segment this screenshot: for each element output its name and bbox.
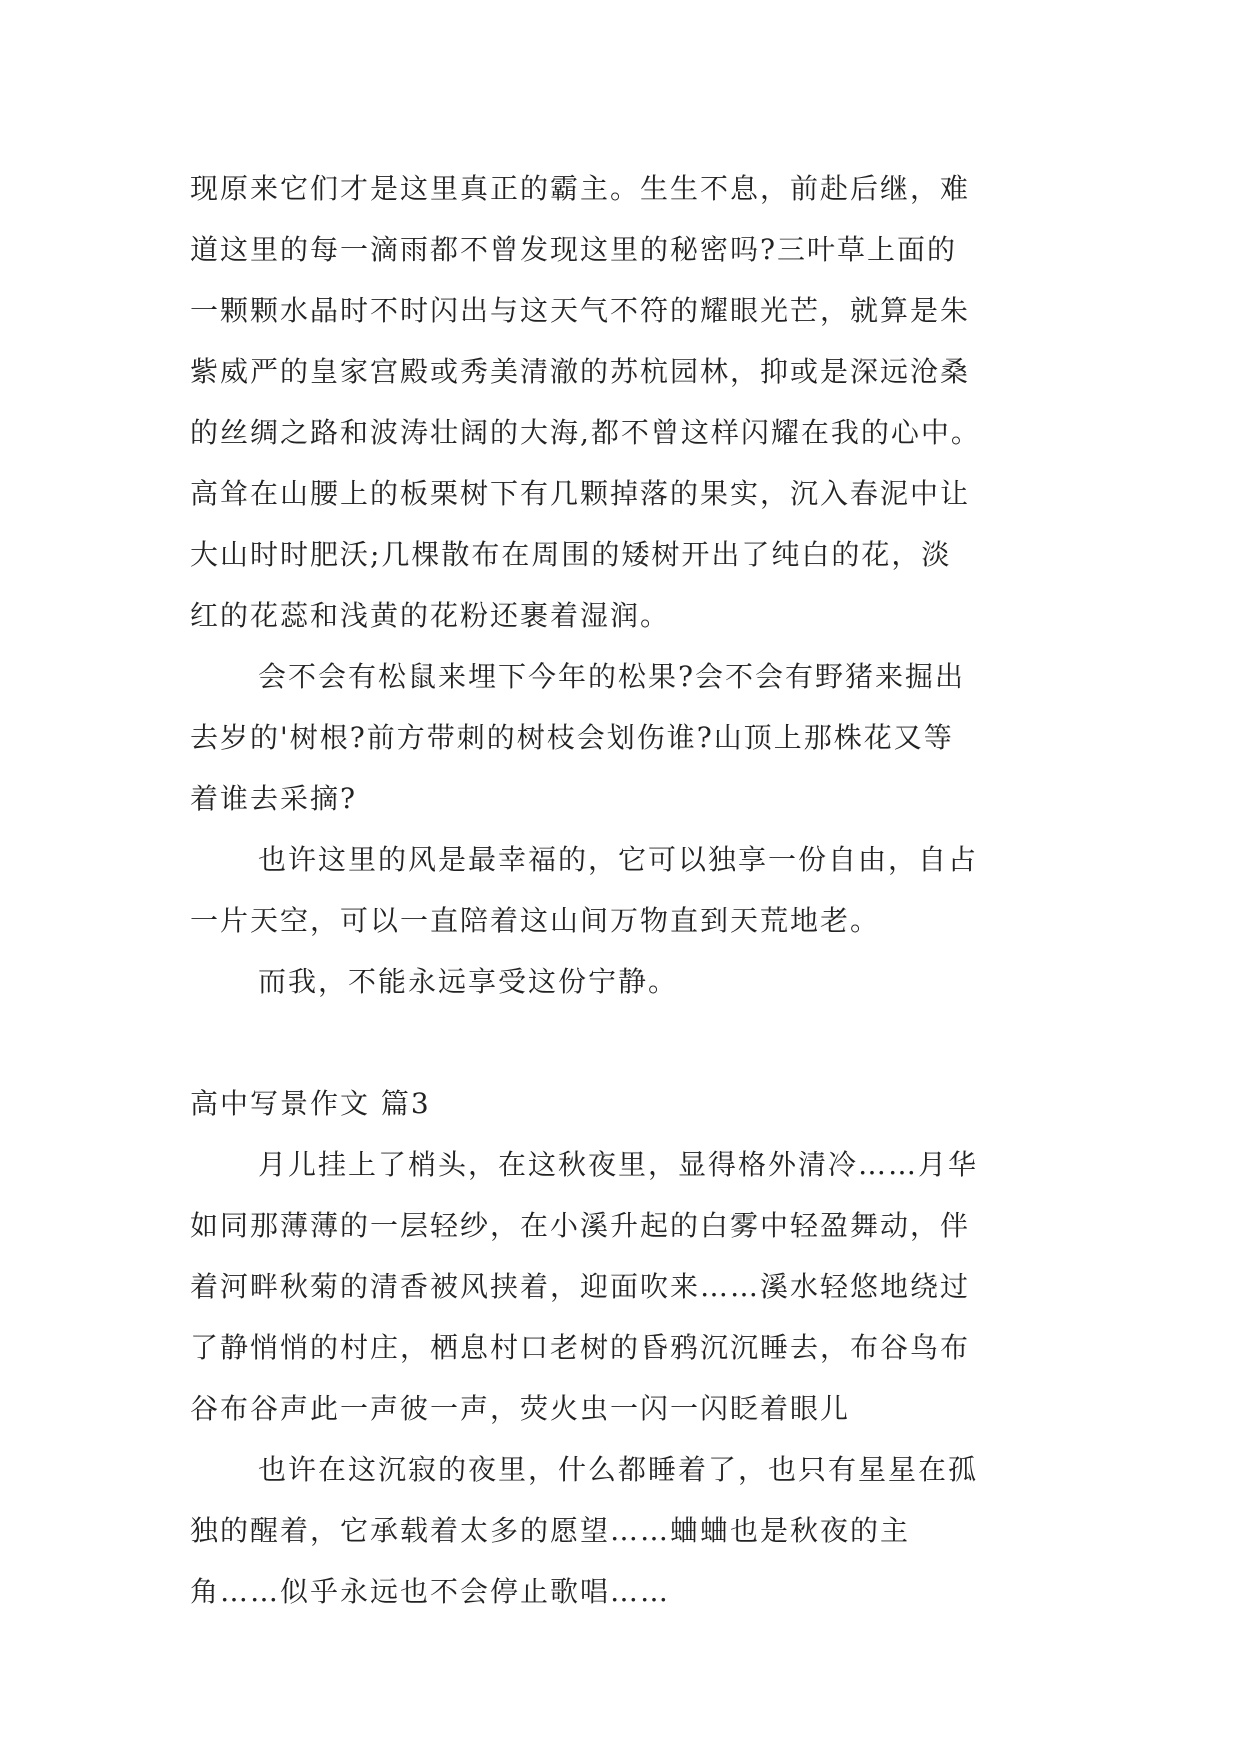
text-line: 一颗颗水晶时不时闪出与这天气不符的耀眼光芒，就算是朱 — [190, 294, 971, 327]
text-line: 现原来它们才是这里真正的霸主。生生不息，前赴后继，难 — [190, 172, 971, 205]
paragraph — [190, 1439, 1050, 1622]
document-body — [190, 158, 1050, 1622]
text-line: 也许这里的风是最幸福的，它可以独享一份自由，自占 — [258, 843, 979, 876]
text-line: 一片天空，可以一直陪着这山间万物直到天荒地老。 — [190, 904, 881, 937]
paragraph — [190, 829, 1050, 951]
text-line: 紫威严的皇家宫殿或秀美清澈的苏杭园林，抑或是深远沧桑 — [190, 355, 971, 388]
paragraph — [190, 951, 1050, 1012]
text-line: 如同那薄薄的一层轻纱，在小溪升起的白雾中轻盈舞动，伴 — [190, 1209, 971, 1242]
text-line: 去岁的'树根?前方带刺的树枝会划伤谁?山顶上那株花又等 — [190, 721, 954, 754]
text-line: 独的醒着，它承载着太多的愿望……蛐蛐也是秋夜的主 — [190, 1514, 911, 1547]
paragraph — [190, 646, 1050, 829]
text-line: 着河畔秋菊的清香被风挟着，迎面吹来……溪水轻悠地绕过 — [190, 1270, 971, 1303]
text-line: 高耸在山腰上的板栗树下有几颗掉落的果实，沉入春泥中让 — [190, 477, 971, 510]
text-line: 着谁去采摘? — [190, 782, 358, 815]
text-line: 也许在这沉寂的夜里，什么都睡着了，也只有星星在孤 — [258, 1453, 979, 1486]
section-spacer — [190, 1012, 1050, 1073]
text-line: 而我，不能永远享受这份宁静。 — [258, 965, 679, 998]
text-line: 月儿挂上了梢头，在这秋夜里，显得格外清冷……月华 — [258, 1148, 979, 1181]
text-line: 谷布谷声此一声彼一声，荧火虫一闪一闪眨着眼儿 — [190, 1392, 851, 1425]
paragraph — [190, 1134, 1050, 1439]
paragraph-continuation — [190, 158, 1050, 646]
section-heading: 高中写景作文 篇3 — [190, 1087, 431, 1120]
text-line: 红的花蕊和浅黄的花粉还裹着湿润。 — [190, 599, 671, 632]
text-line: 了静悄悄的村庄，栖息村口老树的昏鸦沉沉睡去，布谷鸟布 — [190, 1331, 971, 1364]
text-line: 道这里的每一滴雨都不曾发现这里的秘密吗?三叶草上面的 — [190, 233, 958, 266]
text-line: 大山时时肥沃;几棵散布在周围的矮树开出了纯白的花，淡 — [190, 538, 952, 571]
text-line: 角……似乎永远也不会停止歌唱…… — [190, 1575, 671, 1608]
text-line: 的丝绸之路和波涛壮阔的大海,都不曾这样闪耀在我的心中。 — [190, 416, 981, 449]
text-line: 会不会有松鼠来埋下今年的松果?会不会有野猪来掘出 — [258, 660, 966, 693]
